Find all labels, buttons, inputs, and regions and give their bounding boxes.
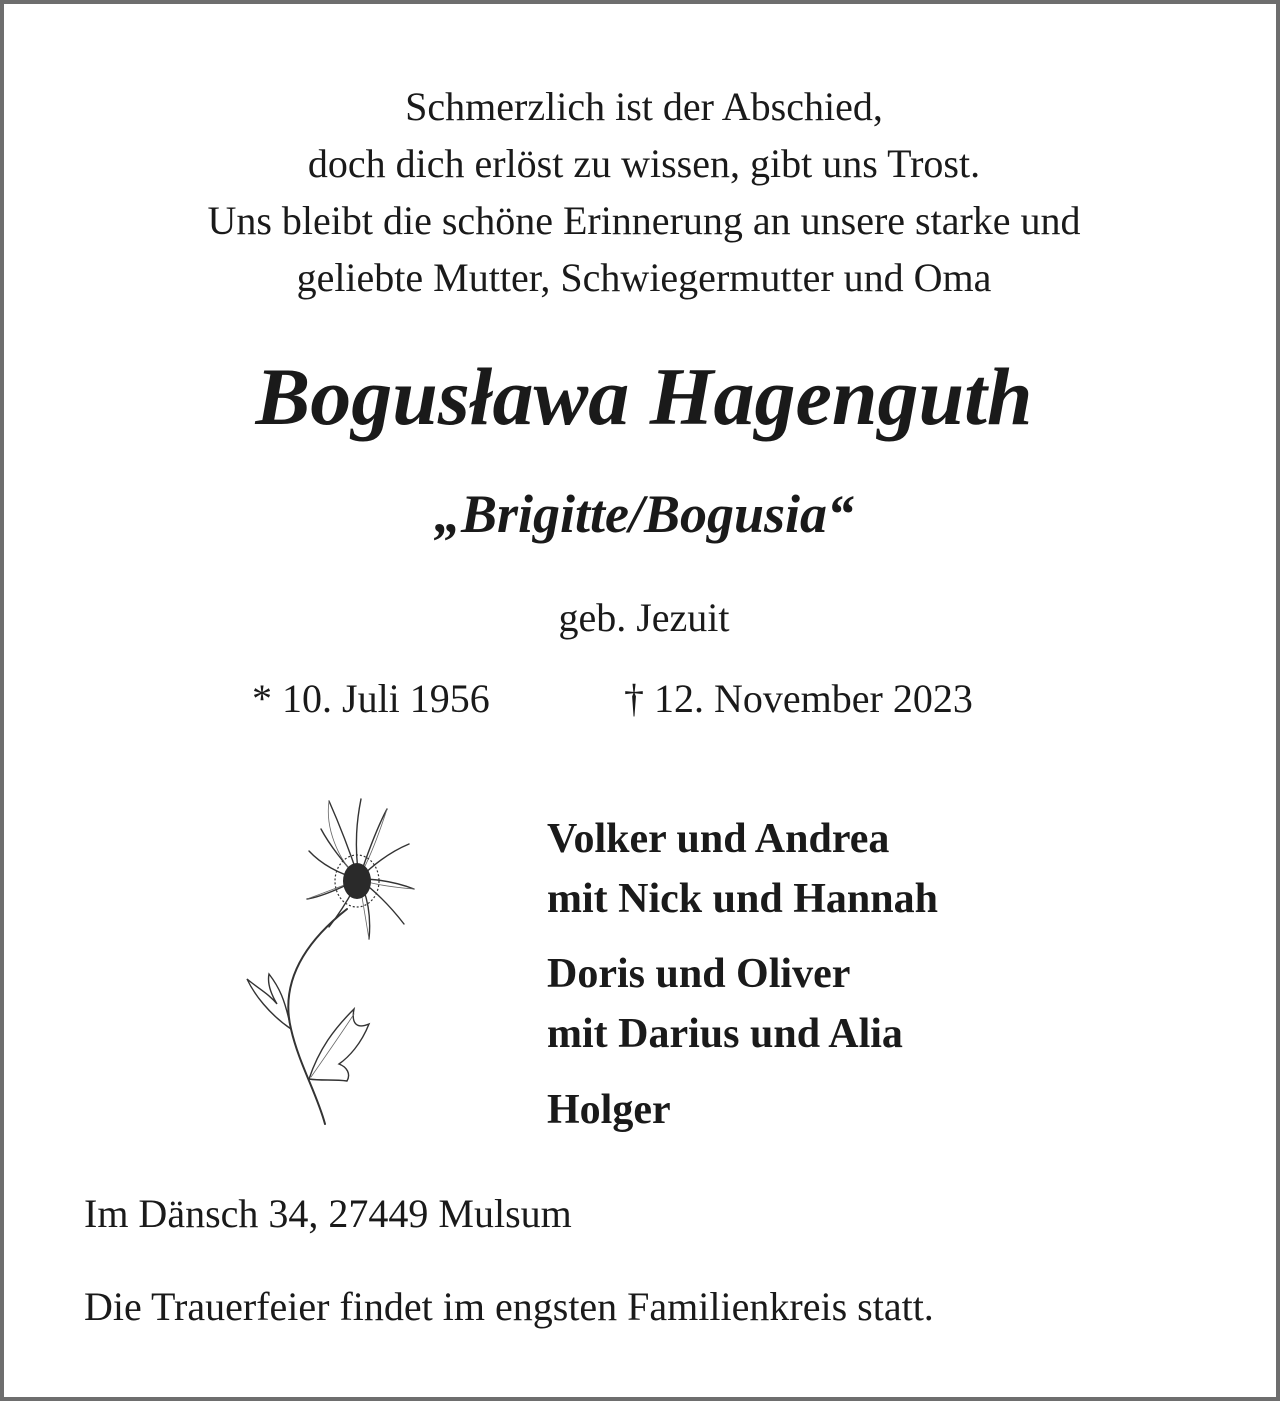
- family-line: mit Nick und Hannah: [547, 876, 938, 922]
- family-line: Volker und Andrea: [547, 816, 890, 862]
- poem-line: doch dich erlöst zu wissen, gibt uns Trost.: [307, 141, 981, 186]
- deceased-name: Bogusława Hagenguth: [255, 351, 1033, 442]
- birth-date: * 10. Juli 1956: [252, 676, 490, 721]
- life-dates: [44, 674, 1244, 724]
- memorial-poem: [44, 78, 1244, 306]
- family-line: Doris und Oliver: [547, 951, 851, 997]
- birth-name: geb. Jezuit: [558, 595, 730, 640]
- ceremony-note: Die Trauerfeier findet im engsten Familienkreis statt.: [84, 1284, 934, 1329]
- poem-line: geliebte Mutter, Schwiegermutter und Oma: [296, 255, 992, 300]
- mourner-address: Im Dänsch 34, 27449 Mulsum: [84, 1191, 572, 1236]
- deceased-nickname: „Brigitte/Bogusia“: [433, 484, 855, 544]
- family-line: mit Darius und Alia: [547, 1011, 903, 1057]
- family-group: [547, 1080, 671, 1140]
- family-line: Holger: [547, 1087, 671, 1133]
- flower-drawing-icon: [229, 789, 429, 1134]
- poem-line: Schmerzlich ist der Abschied,: [405, 84, 883, 129]
- death-date: † 12. November 2023: [624, 676, 973, 721]
- family-group: [547, 809, 938, 929]
- family-group: [547, 944, 903, 1064]
- poem-line: Uns bleibt die schöne Erinnerung an unsere starke und: [207, 198, 1081, 243]
